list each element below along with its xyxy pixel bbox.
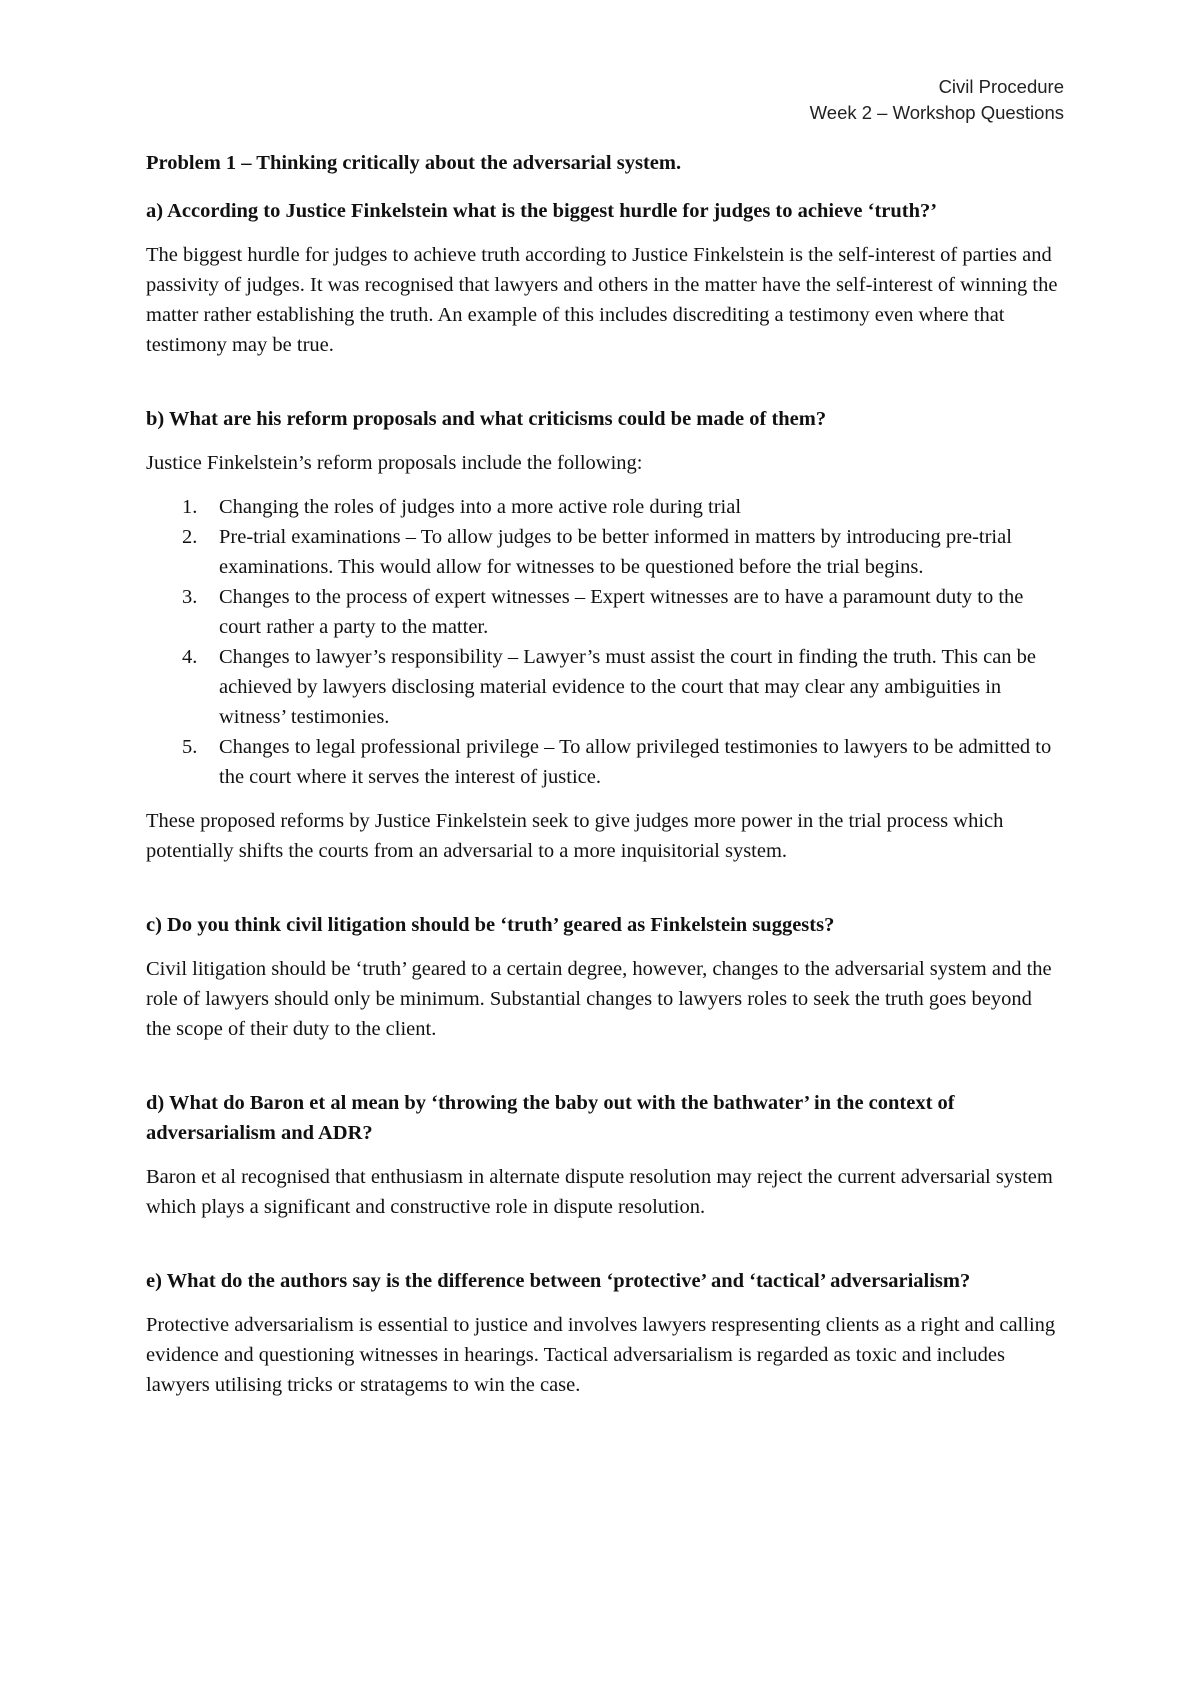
list-item [146, 582, 1062, 642]
list-item-text: Changes to the process of expert witnesses – Expert witnesses are to have a paramount duty to the court rather a party to the matter. [219, 586, 1024, 638]
list-number: 2. [182, 526, 198, 548]
list-item [146, 642, 1062, 732]
list-item-text: Pre-trial examinations – To allow judges to be better informed in matters by introducing pre-trial examinations. This would allow for witnesses to be questioned before the trial begins. [219, 526, 1012, 578]
list-number: 4. [182, 646, 198, 668]
list-item-text: Changes to lawyer’s responsibility – Lawyer’s must assist the court in finding the truth. This can be achieved by lawyers disclosing material evidence to the court that may clear any ambiguities in witness’ testimonies. [219, 646, 1037, 728]
week-subtitle: Week 2 – Workshop Questions [809, 102, 1064, 123]
list-item [146, 732, 1062, 792]
course-title: Civil Procedure [938, 76, 1064, 97]
spacer [146, 478, 1062, 492]
list-number: 3. [182, 586, 198, 608]
spacer [146, 360, 1062, 404]
list-item [146, 522, 1062, 582]
list-number: 1. [182, 496, 198, 518]
page-header [810, 74, 1064, 126]
question-c: c) Do you think civil litigation should be ‘truth’ geared as Finkelstein suggests? [146, 914, 835, 936]
spacer [146, 792, 1062, 806]
answer-b-intro: Justice Finkelstein’s reform proposals include the following: [146, 452, 643, 474]
question-b: b) What are his reform proposals and what criticisms could be made of them? [146, 408, 827, 430]
list-number: 5. [182, 736, 198, 758]
document-body [146, 148, 1062, 1400]
spacer [146, 1044, 1062, 1088]
answer-e: Protective adversarialism is essential to justice and involves lawyers respresenting clients as a right and calling evidence and questioning witnesses in hearings. Tactical adversarialism is regarded as toxic and includes lawyers utilising tricks or stratagems to win the case. [146, 1314, 1056, 1396]
list-item-text: Changes to legal professional privilege – To allow privileged testimonies to lawyers to be admitted to the court where it serves the interest of justice. [219, 736, 1052, 788]
spacer [146, 866, 1062, 910]
question-e: e) What do the authors say is the difference between ‘protective’ and ‘tactical’ adversarialism? [146, 1270, 971, 1292]
answer-a: The biggest hurdle for judges to achieve truth according to Justice Finkelstein is the self-interest of parties and passivity of judges. It was recognised that lawyers and others in the matter have the self-interest of winning the matter rather establishing the truth. An example of this includes discrediting a testimony even where that testimony may be true. [146, 244, 1058, 356]
problem-title: Problem 1 – Thinking critically about the adversarial system. [146, 152, 682, 174]
answer-b-conclusion: These proposed reforms by Justice Finkelstein seek to give judges more power in the trial process which potentially shifts the courts from an adversarial to a more inquisitorial system. [146, 810, 1004, 862]
list-item [146, 492, 1062, 522]
list-item-text: Changing the roles of judges into a more active role during trial [219, 496, 742, 518]
answer-c: Civil litigation should be ‘truth’ geared to a certain degree, however, changes to the adversarial system and the role of lawyers should only be minimum. Substantial changes to lawyers roles to seek the truth goes beyond the scope of their duty to the client. [146, 958, 1052, 1040]
question-d: d) What do Baron et al mean by ‘throwing the baby out with the bathwater’ in the context of adversarialism and ADR? [146, 1092, 955, 1144]
question-a: a) According to Justice Finkelstein what is the biggest hurdle for judges to achieve ‘truth?’ [146, 200, 938, 222]
answer-d: Baron et al recognised that enthusiasm in alternate dispute resolution may reject the current adversarial system which plays a significant and constructive role in dispute resolution. [146, 1166, 1053, 1218]
reform-proposals-list [146, 492, 1062, 792]
spacer [146, 1222, 1062, 1266]
